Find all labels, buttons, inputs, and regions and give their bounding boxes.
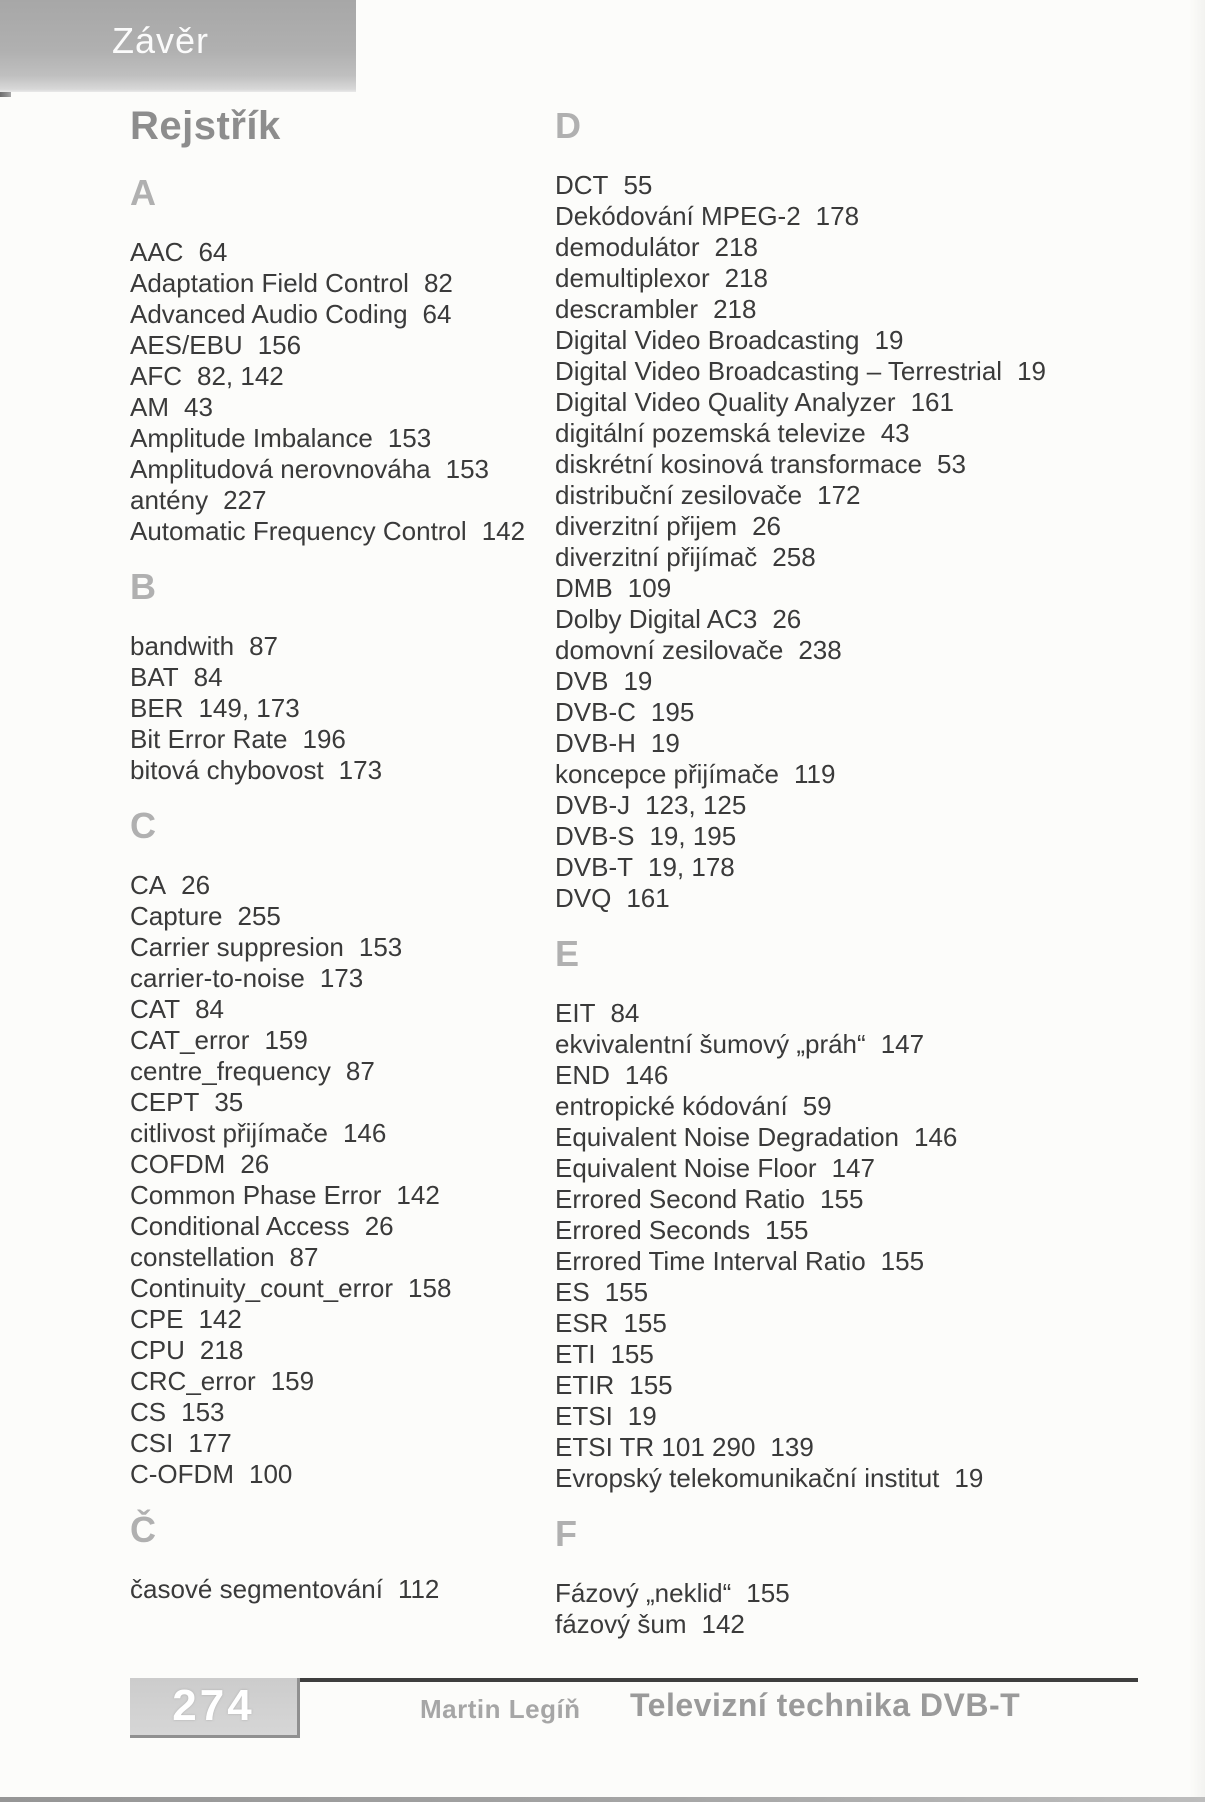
index-entry-term: ETIR	[555, 1370, 615, 1400]
index-entry-pages: 161	[626, 883, 670, 913]
index-entry-term: CAT_error	[130, 1025, 250, 1055]
index-entry	[555, 511, 1155, 542]
index-entry-term: DVB-S	[555, 821, 635, 851]
index-entry	[555, 1578, 1155, 1609]
index-section-b	[130, 566, 605, 786]
index-entry	[555, 294, 1155, 325]
index-entry-pages: 238	[798, 635, 842, 665]
index-entry-term: Carrier suppresion	[130, 932, 344, 962]
index-entry	[130, 1459, 605, 1490]
index-entry-pages: 53	[937, 449, 966, 479]
index-entry-term: ekvivalentní šumový „práh“	[555, 1029, 866, 1059]
index-entry-term: BER	[130, 693, 184, 723]
index-entry-term: COFDM	[130, 1149, 226, 1179]
index-entry	[130, 516, 605, 547]
index-entry-pages: 123, 125	[645, 790, 747, 820]
index-section-a	[130, 172, 605, 547]
index-entry-term: ETI	[555, 1339, 596, 1369]
index-entry	[555, 604, 1155, 635]
index-entry	[130, 1118, 605, 1149]
index-entry-term: Amplitudová nerovnováha	[130, 454, 431, 484]
index-entry	[555, 1122, 1155, 1153]
index-section-f	[555, 1513, 1155, 1640]
index-entry-pages: 35	[214, 1087, 244, 1117]
index-entry	[130, 1025, 605, 1056]
index-entry-pages: 196	[302, 724, 346, 754]
index-entry-pages: 84	[195, 994, 224, 1024]
index-entry-term: AM	[130, 392, 169, 422]
index-entry-term: CPE	[130, 1304, 184, 1334]
index-column-left	[130, 103, 605, 1605]
scan-edge-right	[1189, 0, 1205, 1802]
index-entry-term: diverzitní přijem	[555, 511, 738, 541]
index-entry-term: citlivost přijímače	[130, 1118, 328, 1148]
index-sections-right	[555, 105, 1155, 1640]
index-entry-pages: 119	[794, 759, 836, 789]
index-entry	[555, 790, 1155, 821]
index-entry	[130, 1428, 605, 1459]
index-sections-left	[130, 172, 605, 1605]
index-entry	[130, 755, 605, 786]
index-entry-pages: 26	[772, 604, 802, 634]
index-entry-pages: 59	[802, 1091, 832, 1121]
index-entry	[555, 387, 1155, 418]
index-entry	[555, 170, 1155, 201]
index-entry-pages: 218	[714, 232, 758, 262]
index-entry	[130, 454, 605, 485]
index-entry-pages: 142	[396, 1180, 440, 1210]
index-entry-term: descrambler	[555, 294, 699, 324]
index-entry-term: antény	[130, 485, 209, 515]
index-entry-pages: 87	[289, 1242, 319, 1272]
index-entry-term: DVB-J	[555, 790, 631, 820]
index-entry-pages: 19	[1017, 356, 1046, 386]
index-entry	[130, 1149, 605, 1180]
index-entry-pages: 19	[623, 666, 653, 696]
index-entry-pages: 84	[610, 998, 640, 1028]
index-entry	[555, 1246, 1155, 1277]
index-entry-term: domovní zesilovače	[555, 635, 784, 665]
index-entry	[555, 728, 1155, 759]
index-entry-pages: 26	[752, 511, 781, 541]
index-entry	[130, 631, 605, 662]
index-entry-term: Fázový „neklid“	[555, 1578, 732, 1608]
index-entry	[555, 1463, 1155, 1494]
index-entry	[130, 901, 605, 932]
index-entry-pages: 82	[423, 268, 453, 298]
index-entry	[130, 1574, 605, 1605]
index-entry	[130, 1180, 605, 1211]
index-entry-term: Amplitude Imbalance	[130, 423, 373, 453]
index-entry-term: bandwith	[130, 631, 235, 661]
index-entry-term: DVB	[555, 666, 609, 696]
index-entry-pages: 112	[397, 1574, 440, 1604]
index-entry-term: demodulátor	[555, 232, 700, 262]
index-entry-term: CS	[130, 1397, 167, 1427]
index-entry-pages: 155	[629, 1370, 673, 1400]
section-letter-e: E	[555, 933, 581, 974]
index-entry-pages: 142	[198, 1304, 242, 1334]
index-entry	[555, 573, 1155, 604]
chapter-banner-label: Závěr	[112, 20, 210, 61]
index-entry-pages: 19	[874, 325, 904, 355]
index-entry-pages: 172	[817, 480, 861, 510]
index-entry-pages: 159	[264, 1025, 308, 1055]
index-entry-pages: 156	[257, 330, 302, 360]
index-entry-term: Dekódování MPEG-2	[555, 201, 801, 231]
index-entry-pages: 142	[701, 1609, 745, 1639]
index-entry	[555, 232, 1155, 263]
index-entry-pages: 146	[914, 1122, 958, 1152]
index-entry-term: CSI	[130, 1428, 174, 1458]
index-entry-term: Equivalent Noise Degradation	[555, 1122, 899, 1152]
index-entry-term: demultiplexor	[555, 263, 710, 293]
index-entry	[130, 237, 605, 268]
index-entry	[555, 449, 1155, 480]
index-entry-term: fázový šum	[555, 1609, 687, 1639]
index-entry-pages: 147	[880, 1029, 925, 1059]
index-entry-term: DMB	[555, 573, 613, 603]
index-entry-term: Digital Video Broadcasting	[555, 325, 860, 355]
index-entry-term: CPU	[130, 1335, 185, 1365]
section-letter-c: C	[130, 805, 157, 846]
index-entry-term: diverzitní přijímač	[555, 542, 758, 572]
index-entry-term: digitální pozemská televize	[555, 418, 866, 448]
index-entry-pages: 218	[713, 294, 757, 324]
index-entry-term: BAT	[130, 662, 179, 692]
index-entry-term: DVQ	[555, 883, 612, 913]
index-entry-pages: 153	[358, 932, 403, 962]
index-entry	[555, 263, 1155, 294]
index-entry	[555, 1401, 1155, 1432]
footer-rule	[300, 1678, 1138, 1682]
index-entry-pages: 258	[772, 542, 816, 572]
index-section-e	[555, 933, 1155, 1494]
index-entry-term: koncepce přijímače	[555, 759, 779, 789]
index-entry-pages: 87	[345, 1056, 375, 1086]
index-entry-pages: 153	[445, 454, 490, 484]
index-entry	[130, 1304, 605, 1335]
index-entry-term: bitová chybovost	[130, 755, 324, 785]
index-section-č	[130, 1509, 605, 1605]
index-entry-pages: 64	[422, 299, 452, 329]
index-entry	[130, 693, 605, 724]
index-entry-pages: 153	[387, 423, 432, 453]
index-entry-pages: 139	[770, 1432, 814, 1462]
page-number-badge	[130, 1678, 300, 1738]
chapter-banner	[0, 0, 356, 92]
index-entry	[555, 356, 1155, 387]
index-entry-pages: 19, 195	[649, 821, 737, 851]
index-entry-pages: 26	[364, 1211, 394, 1241]
index-entry-term: CEPT	[130, 1087, 200, 1117]
scan-edge-bottom	[0, 1797, 1205, 1802]
index-entry-pages: 158	[408, 1273, 452, 1303]
index-entry	[555, 1153, 1155, 1184]
index-entry-pages: 159	[270, 1366, 315, 1396]
index-entry-pages: 64	[198, 237, 228, 267]
index-entry	[555, 635, 1155, 666]
section-letter-f: F	[555, 1513, 578, 1554]
index-entry-pages: 161	[910, 387, 954, 417]
index-entry-term: Dolby Digital AC3	[555, 604, 758, 634]
index-entry	[130, 1242, 605, 1273]
index-entry-term: DVB-T	[555, 852, 633, 882]
index-entry-term: CAT	[130, 994, 181, 1024]
index-entry-term: carrier-to-noise	[130, 963, 305, 993]
index-entry	[555, 1060, 1155, 1091]
index-entry	[555, 1029, 1155, 1060]
index-entry-pages: 147	[831, 1153, 875, 1183]
footer-book-title: Televizní technika DVB-T	[630, 1687, 1021, 1723]
index-entry	[555, 759, 1155, 790]
index-entry-pages: 177	[188, 1428, 232, 1458]
index-entry	[555, 852, 1155, 883]
index-entry-term: CRC_error	[130, 1366, 256, 1396]
index-entry	[555, 480, 1155, 511]
index-entry-term: constellation	[130, 1242, 275, 1272]
index-entry-pages: 84	[193, 662, 223, 692]
index-entry-pages: 19	[954, 1463, 984, 1493]
index-entry	[555, 666, 1155, 697]
index-entry-pages: 173	[338, 755, 383, 785]
index-entry-pages: 82, 142	[197, 361, 284, 391]
index-entry-pages: 178	[815, 201, 860, 231]
index-entry	[130, 330, 605, 361]
index-entry	[555, 998, 1155, 1029]
index-entry	[130, 361, 605, 392]
index-entry-pages: 87	[249, 631, 278, 661]
index-entry	[130, 1087, 605, 1118]
index-entry-term: DVB-H	[555, 728, 636, 758]
index-entry	[130, 299, 605, 330]
index-entry	[130, 485, 605, 516]
index-entry-term: Conditional Access	[130, 1211, 350, 1241]
index-entry-pages: 146	[342, 1118, 387, 1148]
index-entry	[130, 1211, 605, 1242]
index-entry-term: CA	[130, 870, 167, 900]
index-entry-term: END	[555, 1060, 610, 1090]
index-entry-pages: 155	[604, 1277, 649, 1307]
index-entry-pages: 55	[623, 170, 653, 200]
index-entry-pages: 173	[319, 963, 364, 993]
index-entry	[555, 1370, 1155, 1401]
index-entry	[130, 994, 605, 1025]
index-entry-term: Equivalent Noise Floor	[555, 1153, 817, 1183]
index-entry-term: centre_frequency	[130, 1056, 331, 1086]
index-section-c	[130, 805, 605, 1490]
index-entry-term: Bit Error Rate	[130, 724, 288, 754]
index-entry	[555, 325, 1155, 356]
index-entry-term: Capture	[130, 901, 223, 931]
index-entry	[130, 870, 605, 901]
section-letter-a: A	[130, 172, 157, 213]
index-entry-term: AFC	[130, 361, 182, 391]
index-entry	[130, 932, 605, 963]
index-entry-pages: 155	[623, 1308, 667, 1338]
index-section-d	[555, 105, 1155, 914]
index-entry-term: časové segmentování	[130, 1574, 383, 1604]
index-entry-term: ETSI TR 101 290	[555, 1432, 756, 1462]
index-entry-pages: 218	[724, 263, 769, 293]
index-entry	[130, 724, 605, 755]
index-entry-term: Adaptation Field Control	[130, 268, 409, 298]
index-entry-pages: 155	[880, 1246, 925, 1276]
index-entry-term: Errored Seconds	[555, 1215, 751, 1245]
index-entry-term: diskrétní kosinová transformace	[555, 449, 923, 479]
index-entry-pages: 109	[627, 573, 672, 603]
section-letter-b: B	[130, 566, 157, 607]
index-entry-pages: 43	[184, 392, 213, 422]
index-entry-term: EIT	[555, 998, 596, 1028]
index-entry-pages: 153	[181, 1397, 225, 1427]
index-entry-pages: 155	[820, 1184, 864, 1214]
index-entry	[555, 1609, 1155, 1640]
index-entry-term: DCT	[555, 170, 609, 200]
index-entry-term: ETSI	[555, 1401, 613, 1431]
index-entry-term: Digital Video Broadcasting – Terrestrial	[555, 356, 1003, 386]
index-entry-term: AAC	[130, 237, 184, 267]
index-entry-pages: 26	[181, 870, 211, 900]
index-entry-pages: 255	[237, 901, 281, 931]
index-entry	[130, 423, 605, 454]
index-entry-term: C-OFDM	[130, 1459, 234, 1489]
footer-author: Martin Legíň	[420, 1694, 581, 1724]
index-entry-term: Automatic Frequency Control	[130, 516, 467, 546]
index-entry-term: ESR	[555, 1308, 609, 1338]
index-entry	[555, 1277, 1155, 1308]
index-entry	[555, 821, 1155, 852]
index-entry	[555, 1432, 1155, 1463]
index-column-right	[555, 105, 1155, 1640]
index-entry	[555, 1308, 1155, 1339]
index-entry	[555, 418, 1155, 449]
index-entry	[555, 1184, 1155, 1215]
index-entry-pages: 218	[199, 1335, 244, 1365]
index-entry	[130, 1366, 605, 1397]
index-entry-term: entropické kódování	[555, 1091, 788, 1121]
index-entry-term: DVB-C	[555, 697, 636, 727]
index-entry	[555, 1339, 1155, 1370]
index-entry-pages: 19	[627, 1401, 657, 1431]
index-entry	[130, 1397, 605, 1428]
index-entry-pages: 146	[624, 1060, 669, 1090]
index-entry-term: ES	[555, 1277, 590, 1307]
index-entry-term: Errored Second Ratio	[555, 1184, 806, 1214]
index-entry	[555, 201, 1155, 232]
section-letter-č: Č	[130, 1509, 157, 1550]
index-title: Rejstřík	[130, 104, 281, 148]
index-entry	[555, 1215, 1155, 1246]
index-entry	[130, 268, 605, 299]
index-entry-term: Common Phase Error	[130, 1180, 382, 1210]
index-entry-term: Continuity_count_error	[130, 1273, 394, 1303]
index-entry-pages: 195	[650, 697, 695, 727]
index-entry	[555, 542, 1155, 573]
index-entry	[555, 697, 1155, 728]
index-entry	[130, 392, 605, 423]
index-entry-pages: 43	[880, 418, 910, 448]
index-entry-pages: 142	[481, 516, 526, 546]
index-entry-term: Advanced Audio Coding	[130, 299, 408, 329]
page-number: 274	[172, 1681, 255, 1730]
index-entry-term: Evropský telekomunikační institut	[555, 1463, 940, 1493]
index-entry-pages: 100	[248, 1459, 293, 1489]
index-entry	[130, 963, 605, 994]
index-entry-term: AES/EBU	[130, 330, 243, 360]
index-entry-pages: 155	[765, 1215, 809, 1245]
index-entry-pages: 19	[650, 728, 680, 758]
index-entry-pages: 227	[223, 485, 267, 515]
index-entry-pages: 155	[746, 1578, 790, 1608]
index-entry	[130, 1056, 605, 1087]
index-entry-pages: 19, 178	[648, 852, 735, 882]
index-entry	[555, 1091, 1155, 1122]
index-entry	[130, 662, 605, 693]
index-entry-term: Errored Time Interval Ratio	[555, 1246, 866, 1276]
index-entry	[555, 883, 1155, 914]
index-entry	[130, 1335, 605, 1366]
index-entry-pages: 149, 173	[198, 693, 300, 723]
index-entry-pages: 155	[610, 1339, 654, 1369]
index-entry-pages: 26	[240, 1149, 270, 1179]
index-entry	[130, 1273, 605, 1304]
section-letter-d: D	[555, 105, 582, 146]
index-entry-term: Digital Video Quality Analyzer	[555, 387, 896, 417]
index-entry-term: distribuční zesilovače	[555, 480, 803, 510]
